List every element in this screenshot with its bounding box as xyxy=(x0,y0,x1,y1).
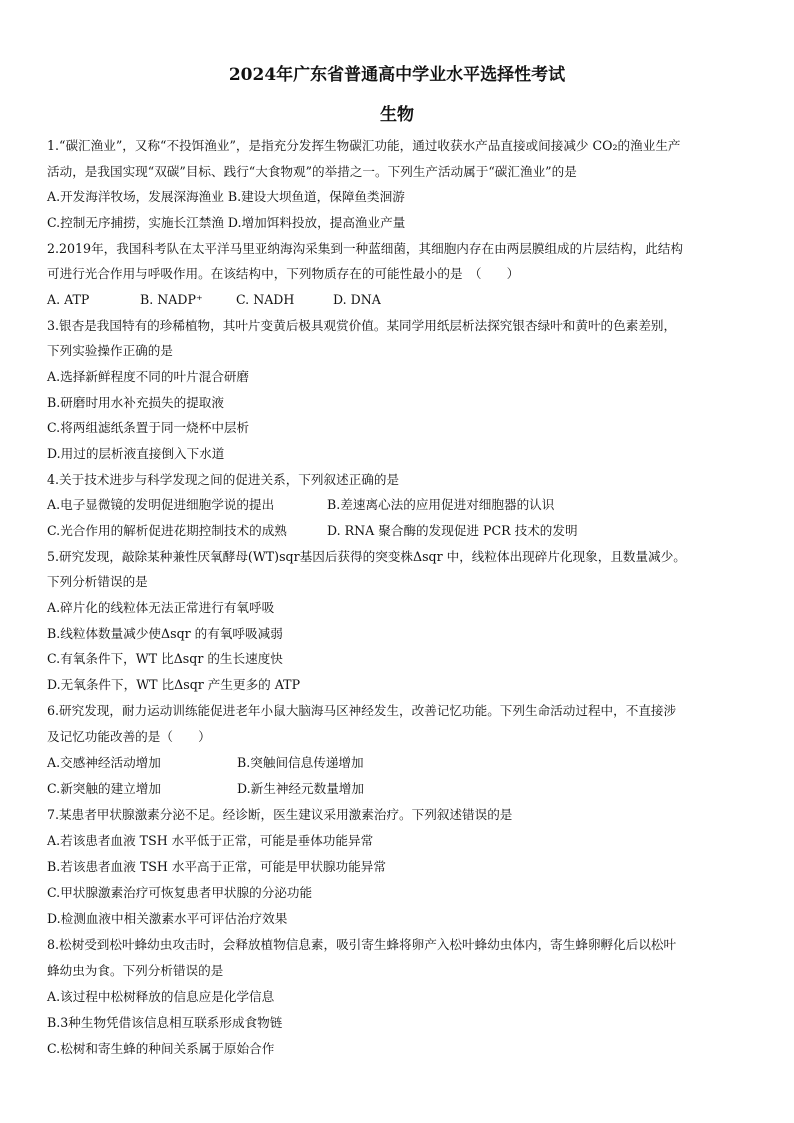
q4-option-d: D. RNA 聚合酶的发现促进 PCR 技术的发明 xyxy=(327,523,578,538)
q6-option-a: A.交感神经活动增加 xyxy=(47,755,161,770)
q6-option-b: B.突触间信息传递增加 xyxy=(237,755,364,770)
q2-option-a: A. ATP xyxy=(47,292,90,307)
q3-option-d: D.用过的层析液直接倒入下水道 xyxy=(47,446,225,461)
q1-stem-line1: 1.“碳汇渔业”，又称“不投饵渔业”，是指充分发挥生物碳汇功能，通过收获水产品直接或间接减少 CO₂的渔业生产 xyxy=(47,138,681,153)
q3-stem-line1: 3.银杏是我国特有的珍稀植物，其叶片变黄后极具观赏价值。某同学用纸层析法探究银杏绿叶和黄叶的色素差别， xyxy=(47,318,677,333)
q3-option-b: B.研磨时用水补充损失的提取液 xyxy=(47,395,224,410)
q1-stem-line2: 活动，是我国实现“双碳”目标、践行“大食物观”的举措之一。下列生产活动属于“碳汇渔业”的是 xyxy=(47,164,577,179)
q6-option-d: D.新生神经元数量增加 xyxy=(237,781,364,796)
q7-option-c: C.甲状腺激素治疗可恢复患者甲状腺的分泌功能 xyxy=(47,885,313,900)
q8-stem-line2: 蜂幼虫为食。下列分析错误的是 xyxy=(47,963,224,978)
exam-title: 2024年广东省普通高中学业水平选择性考试 xyxy=(228,65,566,85)
q7-option-b: B.若该患者血液 TSH 水平高于正常，可能是甲状腺功能异常 xyxy=(47,859,386,874)
q2-option-b: B. NADP⁺ xyxy=(140,292,203,307)
q1-options-cd: C.控制无序捕捞，实施长江禁渔 D.增加饵料投放，提高渔业产量 xyxy=(47,215,406,230)
q4-option-a: A.电子显微镜的发明促进细胞学说的提出 xyxy=(47,497,275,512)
q6-option-c: C.新突触的建立增加 xyxy=(47,781,161,796)
subject-title: 生物 xyxy=(380,105,414,125)
q2-option-c: C. NADH xyxy=(236,292,295,307)
q8-option-b: B.3种生物凭借该信息相互联系形成食物链 xyxy=(47,1015,283,1030)
q5-option-c: C.有氧条件下，WT 比Δsqr 的生长速度快 xyxy=(47,651,283,666)
q5-stem-line2: 下列分析错误的是 xyxy=(47,574,148,589)
q5-stem-line1: 5.研究发现，敲除某种兼性厌氧酵母(WT)sqr基因后获得的突变株Δsqr 中，线粒体出现碎片化现象，且数量减少。 xyxy=(47,549,686,564)
q5-option-d: D.无氧条件下，WT 比Δsqr 产生更多的 ATP xyxy=(47,677,301,692)
q2-stem-line2: 可进行光合作用与呼吸作用。在该结构中，下列物质存在的可能性最小的是 （ ） xyxy=(47,266,520,281)
q5-option-a: A.碎片化的线粒体无法正常进行有氧呼吸 xyxy=(47,600,275,615)
q2-stem-line1: 2.2019年，我国科考队在太平洋马里亚纳海沟采集到一种蓝细菌，其细胞内存在由两层膜组成的片层结构，此结构 xyxy=(47,241,683,256)
q1-options-ab: A.开发海洋牧场，发展深海渔业 B.建设大坝鱼道，保障鱼类洄游 xyxy=(47,189,405,204)
q8-stem-line1: 8.松树受到松叶蜂幼虫攻击时，会释放植物信息素，吸引寄生蜂将卵产入松叶蜂幼虫体内，寄生蜂卵孵化后以松叶 xyxy=(47,937,677,952)
q7-option-a: A.若该患者血液 TSH 水平低于正常，可能是垂体功能异常 xyxy=(47,833,374,848)
q8-option-c: C.松树和寄生蜂的种间关系属于原始合作 xyxy=(47,1041,275,1056)
q5-option-b: B.线粒体数量减少使Δsqr 的有氧呼吸减弱 xyxy=(47,626,283,641)
q6-stem-line1: 6.研究发现，耐力运动训练能促进老年小鼠大脑海马区神经发生，改善记忆功能。下列生命活动过程中，不直接涉 xyxy=(47,703,677,718)
q7-stem: 7.某患者甲状腺激素分泌不足。经诊断，医生建议采用激素治疗。下列叙述错误的是 xyxy=(47,807,513,822)
q8-option-a: A.该过程中松树释放的信息应是化学信息 xyxy=(47,989,275,1004)
q7-option-d: D.检测血液中相关激素水平可评估治疗效果 xyxy=(47,911,288,926)
q3-stem-line2: 下列实验操作正确的是 xyxy=(47,343,173,358)
q3-option-a: A.选择新鲜程度不同的叶片混合研磨 xyxy=(47,369,250,384)
q2-option-d: D. DNA xyxy=(333,292,381,307)
q6-stem-line2: 及记忆功能改善的是（ ） xyxy=(47,729,211,744)
q4-stem: 4.关于技术进步与科学发现之间的促进关系，下列叙述正确的是 xyxy=(47,472,400,487)
q3-option-c: C.将两组滤纸条置于同一烧杯中层析 xyxy=(47,420,250,435)
q4-option-c: C.光合作用的解析促进花期控制技术的成熟 xyxy=(47,523,287,538)
q4-option-b: B.差速离心法的应用促进对细胞器的认识 xyxy=(327,497,555,512)
